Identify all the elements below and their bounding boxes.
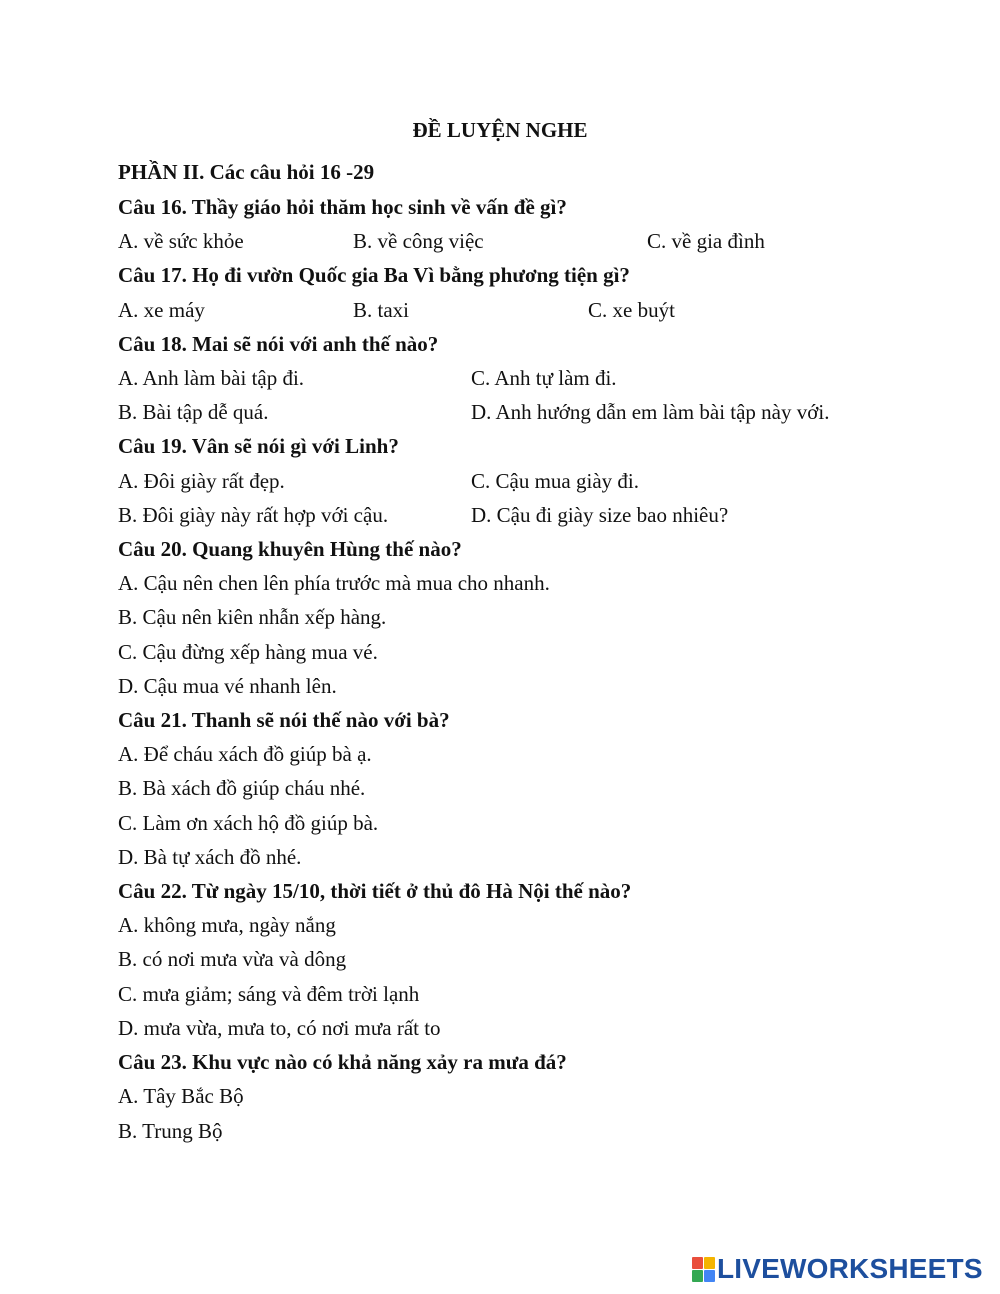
q19-option-d[interactable]: D. Cậu đi giày size bao nhiêu? [471,503,729,527]
q18-option-d[interactable]: D. Anh hướng dẫn em làm bài tập này với. [471,400,830,424]
liveworksheets-logo [692,1253,983,1285]
q19-option-b[interactable]: B. Đôi giày này rất hợp với cậu. [118,503,389,527]
q17-option-a[interactable]: A. xe máy [118,298,205,322]
q17-option-b[interactable]: B. taxi [353,298,409,322]
q23-option-a[interactable]: A. Tây Bắc Bộ [118,1084,244,1108]
logo-square-green [692,1270,703,1282]
q21-option-b[interactable]: B. Bà xách đồ giúp cháu nhé. [118,776,366,800]
question-23: Câu 23. Khu vực nào có khả năng xảy ra mưa đá? [118,1050,567,1074]
q21-option-a[interactable]: A. Để cháu xách đồ giúp bà ạ. [118,742,372,766]
q18-option-b[interactable]: B. Bài tập dễ quá. [118,400,269,424]
logo-text: LIVEWORKSHEETS [717,1253,983,1284]
logo-square-yellow [704,1257,715,1269]
question-17: Câu 17. Họ đi vườn Quốc gia Ba Vì bằng phương tiện gì? [118,263,630,287]
question-19: Câu 19. Vân sẽ nói gì với Linh? [118,434,399,458]
section-heading: PHẦN II. Các câu hỏi 16 -29 [118,160,375,184]
q20-option-d[interactable]: D. Cậu mua vé nhanh lên. [118,674,337,698]
logo-square-blue [704,1270,715,1282]
q16-option-c[interactable]: C. về gia đình [647,229,765,253]
question-21: Câu 21. Thanh sẽ nói thế nào với bà? [118,708,450,732]
logo-square-red [692,1257,703,1269]
q20-option-c[interactable]: C. Cậu đừng xếp hàng mua vé. [118,640,378,664]
q16-option-b[interactable]: B. về công việc [353,229,484,253]
q17-option-c[interactable]: C. xe buýt [588,298,675,322]
question-18: Câu 18. Mai sẽ nói với anh thế nào? [118,332,439,356]
q22-option-a[interactable]: A. không mưa, ngày nắng [118,913,336,937]
question-20: Câu 20. Quang khuyên Hùng thế nào? [118,537,462,561]
q20-option-b[interactable]: B. Cậu nên kiên nhẫn xếp hàng. [118,605,387,629]
q21-option-d[interactable]: D. Bà tự xách đồ nhé. [118,845,302,869]
q18-option-c[interactable]: C. Anh tự làm đi. [471,366,617,390]
q21-option-c[interactable]: C. Làm ơn xách hộ đồ giúp bà. [118,811,379,835]
q22-option-d[interactable]: D. mưa vừa, mưa to, có nơi mưa rất to [118,1016,441,1040]
q19-option-a[interactable]: A. Đôi giày rất đẹp. [118,469,285,493]
q20-option-a[interactable]: A. Cậu nên chen lên phía trước mà mua cho nhanh. [118,571,550,595]
q16-option-a[interactable]: A. về sức khỏe [118,229,244,253]
page-title: ĐỀ LUYỆN NGHE [412,118,588,142]
q18-option-a[interactable]: A. Anh làm bài tập đi. [118,366,305,390]
q19-option-c[interactable]: C. Cậu mua giày đi. [471,469,639,493]
q23-option-b[interactable]: B. Trung Bộ [118,1119,223,1143]
question-16: Câu 16. Thầy giáo hỏi thăm học sinh về vấn đề gì? [118,195,567,219]
liveworksheets-logo-icon [692,1257,714,1281]
question-22: Câu 22. Từ ngày 15/10, thời tiết ở thủ đô Hà Nội thế nào? [118,879,632,903]
q22-option-c[interactable]: C. mưa giảm; sáng và đêm trời lạnh [118,982,420,1006]
q22-option-b[interactable]: B. có nơi mưa vừa và dông [118,947,347,971]
